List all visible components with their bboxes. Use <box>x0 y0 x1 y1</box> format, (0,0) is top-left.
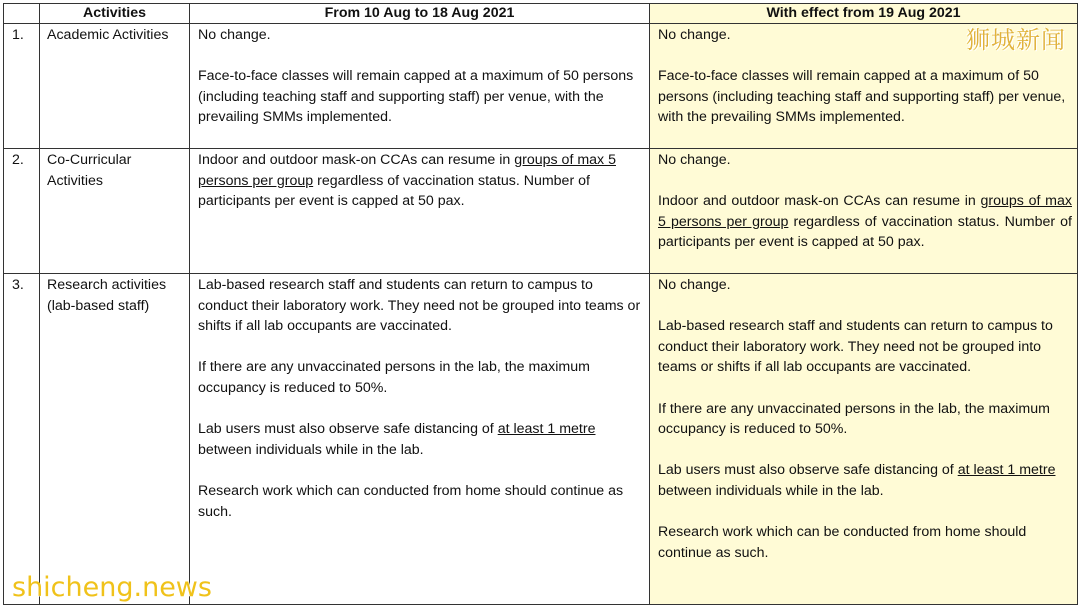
underlined-text: groups of max 5 persons per group <box>198 152 616 189</box>
cell-paragraph: Face-to-face classes will remain capped at a maximum of 50 persons (including teaching staff and supporting staff) per venue, with the prevailing SMMs implemented. <box>658 68 1066 126</box>
cell-paragraph: Lab-based research staff and students can return to campus to conduct their laboratory work. They need not be grouped into teams or shifts if all lab occupants are vaccinated. <box>198 277 641 335</box>
watermark-english: shicheng.news <box>12 572 212 603</box>
cell-paragraph: Face-to-face classes will remain capped at a maximum of 50 persons (including teaching staff and supporting staff) per venue, with the prevailing SMMs implemented. <box>198 68 634 126</box>
table-row <box>4 24 1078 149</box>
period-2-cell <box>650 149 1078 274</box>
period-2-cell <box>650 274 1078 605</box>
header-number <box>4 4 40 24</box>
cell-paragraph: No change. <box>658 277 731 293</box>
cell-paragraph: Indoor and outdoor mask-on CCAs can resume in groups of max 5 persons per group regardless of vaccination status. Number of participants per event is capped at 50 pax. <box>198 152 616 210</box>
cell-paragraph: If there are any unvaccinated persons in the lab, the maximum occupancy is reduced to 50%. <box>198 359 590 396</box>
underlined-text: groups of max 5 persons per group <box>658 193 1072 230</box>
period-1-cell <box>190 274 650 605</box>
underlined-text: at least 1 metre <box>957 462 1056 479</box>
activity-name: Academic Activities <box>40 24 190 149</box>
row-number: 1. <box>4 24 40 149</box>
period-1-cell <box>190 149 650 274</box>
activity-name: Co-Curricular Activities <box>40 149 190 274</box>
cell-paragraph: Lab users must also observe safe distancing of at least 1 metre between individuals while in the lab. <box>658 462 1056 499</box>
table-row <box>4 149 1078 274</box>
table-row <box>4 274 1078 605</box>
activity-name: Research activities (lab-based staff) <box>40 274 190 605</box>
row-number: 2. <box>4 149 40 274</box>
header-period-1: From 10 Aug to 18 Aug 2021 <box>190 4 650 24</box>
header-activities: Activities <box>40 4 190 24</box>
cell-paragraph: If there are any unvaccinated persons in the lab, the maximum occupancy is reduced to 50%. <box>658 400 1050 438</box>
underlined-text: at least 1 metre <box>497 421 596 438</box>
cell-paragraph: Lab users must also observe safe distancing of at least 1 metre between individuals while in the lab. <box>198 421 596 458</box>
cell-paragraph: Research work which can be conducted from home should continue as such. <box>658 524 1027 561</box>
watermark-chinese: 狮城新闻 <box>966 27 1066 54</box>
measures-table <box>3 3 1078 605</box>
row-number: 3. <box>4 274 40 605</box>
cell-paragraph: Lab-based research staff and students can return to campus to conduct their laboratory work. They need not be grouped into teams or shifts if all lab occupants are vaccinated. <box>658 318 1053 376</box>
header-row <box>4 4 1078 24</box>
header-period-2: With effect from 19 Aug 2021 <box>650 4 1078 24</box>
cell-paragraph: Indoor and outdoor mask-on CCAs can resume in groups of max 5 persons per group regardless of vaccination status. Number of participants per event is capped at 50 pax. <box>658 193 1072 251</box>
cell-paragraph: No change. <box>198 27 271 43</box>
cell-paragraph: Research work which can conducted from home should continue as such. <box>198 482 624 520</box>
period-1-cell <box>190 24 650 149</box>
cell-paragraph: No change. <box>658 152 731 168</box>
cell-paragraph: No change. <box>658 27 731 43</box>
